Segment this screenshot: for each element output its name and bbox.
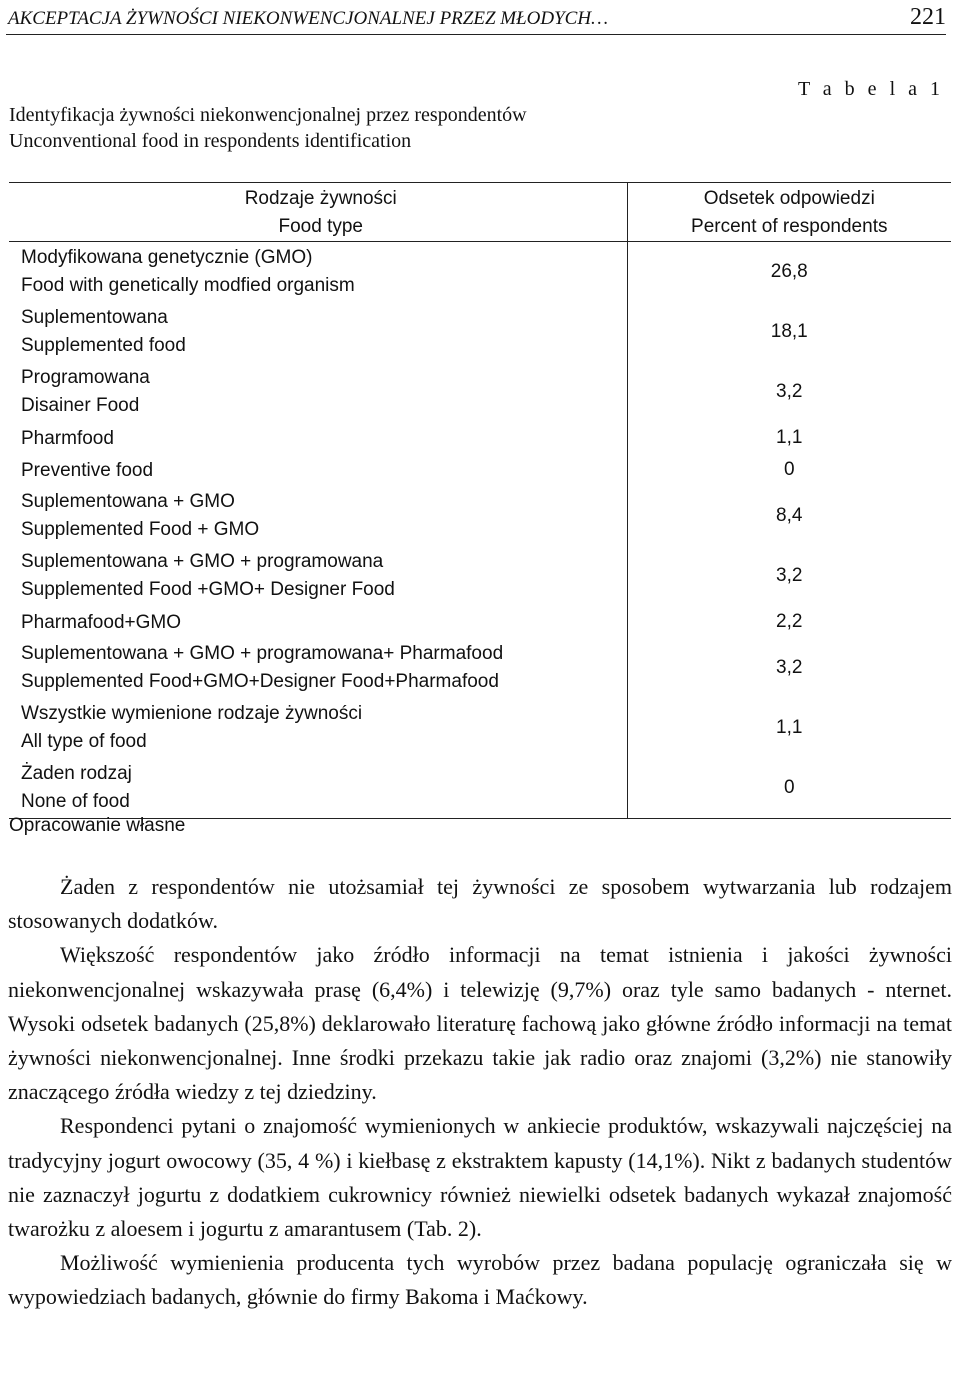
- column-header-en: Percent of respondents: [691, 216, 888, 237]
- column-header-pl: Odsetek odpowiedzi: [703, 188, 875, 209]
- column-header-percent: [627, 183, 951, 242]
- food-type-cell: [9, 362, 627, 422]
- food-type-pl: Preventive food: [21, 459, 154, 481]
- percent-value: 0: [627, 454, 951, 486]
- percent-value: 2,2: [627, 606, 951, 638]
- percent-value: 26,8: [627, 242, 951, 303]
- percent-value: 0: [627, 758, 951, 819]
- food-type-en: All type of food: [21, 731, 147, 752]
- table-row: [9, 546, 951, 606]
- food-type-cell: [9, 758, 627, 819]
- percent-value: 3,2: [627, 638, 951, 698]
- table-header-row: [9, 183, 951, 242]
- food-type-cell: [9, 546, 627, 606]
- food-type-en: None of food: [21, 791, 130, 812]
- percent-value: 8,4: [627, 486, 951, 546]
- food-type-en: Supplemented Food+GMO+Designer Food+Pharmafood: [21, 671, 499, 692]
- page-number: 221: [910, 4, 946, 30]
- table-row: [9, 486, 951, 546]
- food-type-cell: [9, 302, 627, 362]
- body-text: [8, 870, 952, 1315]
- table-source-note: Opracowanie własne: [9, 815, 186, 836]
- paragraph: Respondenci pytani o znajomość wymienionych w ankiecie produktów, wskazywali najczęściej na tradycyjny jogurt owocowy (35, 4 %) i kiełbasę z ekstraktem kapusty (14,1%). Nikt z badanych studentów nie zaznaczył jogurtu z dodatkiem cukrownicy również niewielki odsetek badanych wykazał znajomość twarożku z aloesem i jogurtu z amarantusem (Tab. 2).: [8, 1113, 952, 1242]
- table-caption-en: Unconventional food in respondents identification: [9, 130, 412, 152]
- food-identification-table: [9, 182, 951, 819]
- table-row: [9, 698, 951, 758]
- food-type-pl: Pharmafood+GMO: [21, 611, 181, 633]
- food-type-pl: Żaden rodzaj: [21, 763, 132, 784]
- table-label: T a b e l a 1: [797, 78, 944, 100]
- food-type-cell: [9, 698, 627, 758]
- paragraph: Możliwość wymienienia producenta tych wyrobów przez badana populację ograniczała się w wypowiedziach badanych, głównie do firmy Bakoma i Maćkowy.: [8, 1250, 952, 1310]
- food-type-cell: [9, 422, 627, 454]
- page-header: [6, 4, 946, 35]
- table-caption-pl: Identyfikacja żywności niekonwencjonalnej przez respondentów: [9, 104, 527, 126]
- table-row: [9, 302, 951, 362]
- food-type-cell: [9, 638, 627, 698]
- food-type-pl: Suplementowana: [21, 307, 168, 328]
- paragraph: Żaden z respondentów nie utożsamiał tej żywności ze sposobem wytwarzania lub rodzajem stosowanych dodatków.: [8, 874, 952, 934]
- table-row: [9, 422, 951, 454]
- paragraph: Większość respondentów jako źródło informacji na temat istnienia i jakości żywności niekonwencjonalnej wskazywała prasę (6,4%) i telewizję (9,7%) oraz tyle samo badanych - nternet. Wysoki odsetek badanych (25,8%) deklarowało literaturę fachową jako główne źródło informacji na temat żywności niekonwencjonalnej. Inne środki przekazu takie jak radio oraz znajomi (3,2%) nie stanowiły znaczącego źródła wiedzy z tej dziedziny.: [8, 942, 952, 1105]
- food-type-pl: Suplementowana + GMO + programowana: [21, 551, 384, 572]
- percent-value: 3,2: [627, 546, 951, 606]
- food-type-pl: Modyfikowana genetycznie (GMO): [21, 247, 313, 268]
- percent-value: 18,1: [627, 302, 951, 362]
- percent-value: 1,1: [627, 698, 951, 758]
- food-type-pl: Wszystkie wymienione rodzaje żywności: [21, 703, 363, 724]
- food-type-pl: Suplementowana + GMO: [21, 491, 235, 512]
- food-type-pl: Programowana: [21, 367, 150, 388]
- column-header-en: Food type: [278, 216, 363, 237]
- food-type-en: Supplemented Food +GMO+ Designer Food: [21, 579, 395, 600]
- food-type-pl: Pharmfood: [21, 427, 114, 449]
- column-header-pl: Rodzaje żywności: [244, 188, 397, 209]
- food-type-en: Supplemented Food + GMO: [21, 519, 260, 540]
- food-type-cell: [9, 606, 627, 638]
- table-row: [9, 454, 951, 486]
- table-row: [9, 362, 951, 422]
- column-header-food-type: [9, 183, 627, 242]
- food-type-en: Food with genetically modfied organism: [21, 275, 355, 296]
- table-row: [9, 638, 951, 698]
- food-type-en: Disainer Food: [21, 395, 140, 416]
- food-type-cell: [9, 454, 627, 486]
- running-title: AKCEPTACJA ŻYWNOŚCI NIEKONWENCJONALNEJ PRZEZ MŁODYCH…: [8, 8, 608, 29]
- food-type-en: Supplemented food: [21, 335, 186, 356]
- food-type-cell: [9, 486, 627, 546]
- table-row: [9, 242, 951, 303]
- percent-value: 3,2: [627, 362, 951, 422]
- food-type-pl: Suplementowana + GMO + programowana+ Pharmafood: [21, 643, 504, 664]
- table-row: [9, 758, 951, 819]
- food-type-cell: [9, 242, 627, 303]
- table-row: [9, 606, 951, 638]
- percent-value: 1,1: [627, 422, 951, 454]
